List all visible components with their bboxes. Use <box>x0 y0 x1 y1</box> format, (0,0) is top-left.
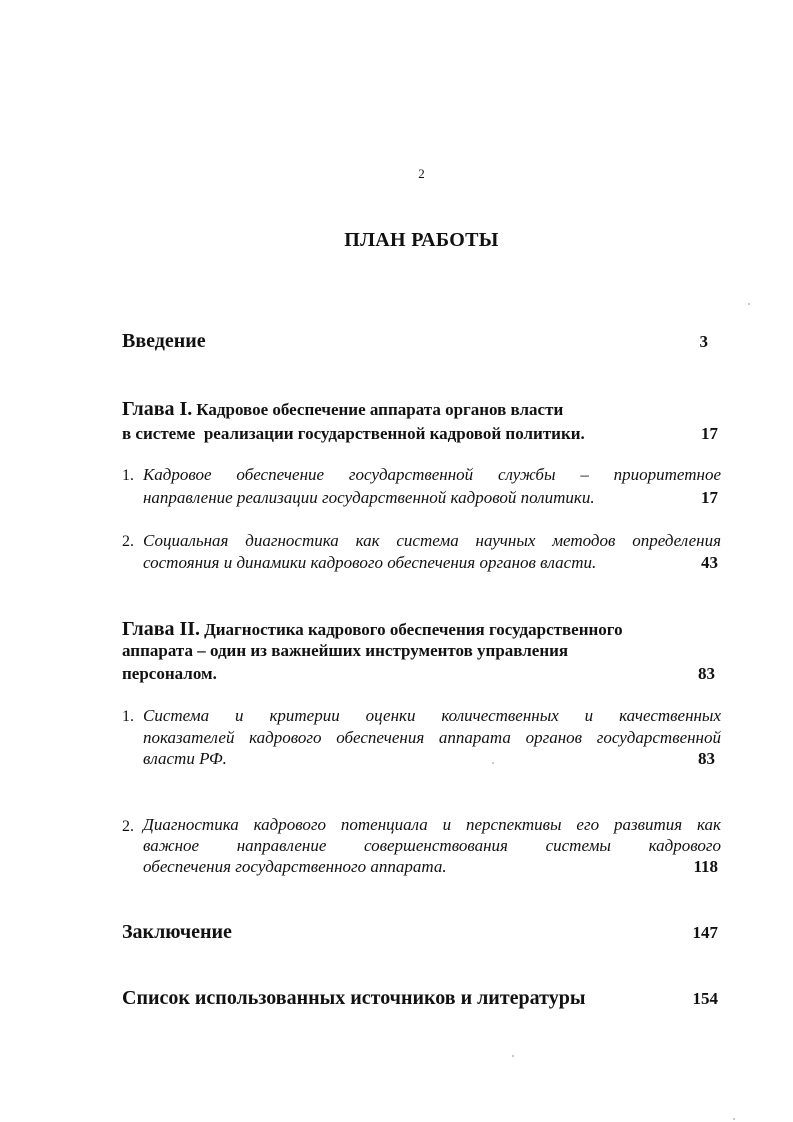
section-2-1-line-3: власти РФ. <box>143 749 227 768</box>
section-1-2-line-2: состояния и динамики кадрового обеспечения органов власти. <box>143 553 597 572</box>
introduction-page: 3 <box>699 332 708 351</box>
chapter-1-title-line-2: в системе реализации государственной кадровой политики. <box>122 424 585 443</box>
chapter-2-title-line-1 <box>122 618 623 641</box>
chapter-2-title-line-3: персоналом. <box>122 664 217 683</box>
section-1-2-number: 2. <box>122 533 134 550</box>
chapter-2-title-text: Диагностика кадрового обеспечения государственного <box>204 620 623 639</box>
introduction-label: Введение <box>122 330 206 352</box>
scan-speck <box>733 1118 735 1120</box>
conclusion-page: 147 <box>692 923 718 942</box>
section-2-1-line-2: показателей кадрового обеспечения аппарата органов государственной <box>143 728 721 747</box>
bibliography-page: 154 <box>692 989 718 1008</box>
chapter-2-page: 83 <box>698 664 715 683</box>
section-2-2-number: 2. <box>122 818 134 835</box>
chapter-1-lead: Глава I. <box>122 398 193 420</box>
scan-speck <box>492 762 494 764</box>
chapter-2-title-line-2: аппарата – один из важнейших инструментов управления <box>122 641 569 660</box>
section-1-2-page: 43 <box>701 553 718 572</box>
section-1-2-line-1: Социальная диагностика как система научных методов определения <box>143 531 721 550</box>
section-2-1-number: 1. <box>122 708 134 725</box>
chapter-2-lead: Глава II. <box>122 618 201 640</box>
chapter-1-title-text: Кадровое обеспечение аппарата органов власти <box>196 400 564 419</box>
chapter-1-page: 17 <box>701 424 718 443</box>
section-2-2-page: 118 <box>693 857 718 876</box>
scan-speck <box>512 1055 514 1057</box>
section-2-1-page: 83 <box>698 749 715 768</box>
document-title: ПЛАН РАБОТЫ <box>344 229 499 251</box>
section-1-1-page: 17 <box>701 488 718 507</box>
section-1-1-number: 1. <box>122 467 134 484</box>
section-2-2-line-1: Диагностика кадрового потенциала и перспективы его развития как <box>143 815 721 834</box>
section-2-1-line-1: Система и критерии оценки количественных и качественных <box>143 706 721 725</box>
section-1-1-line-2: направление реализации государственной кадровой политики. <box>143 488 595 507</box>
section-1-1-line-1: Кадровое обеспечение государственной службы – приоритетное <box>143 465 721 484</box>
conclusion-label: Заключение <box>122 921 232 943</box>
scan-speck <box>748 303 750 305</box>
bibliography-label: Список использованных источников и литературы <box>122 987 586 1009</box>
page-number: 2 <box>418 166 425 181</box>
chapter-1-title-line-1 <box>122 398 563 421</box>
section-2-2-line-2: важное направление совершенствования системы кадрового <box>143 836 721 855</box>
section-2-2-line-3: обеспечения государственного аппарата. <box>143 857 447 876</box>
